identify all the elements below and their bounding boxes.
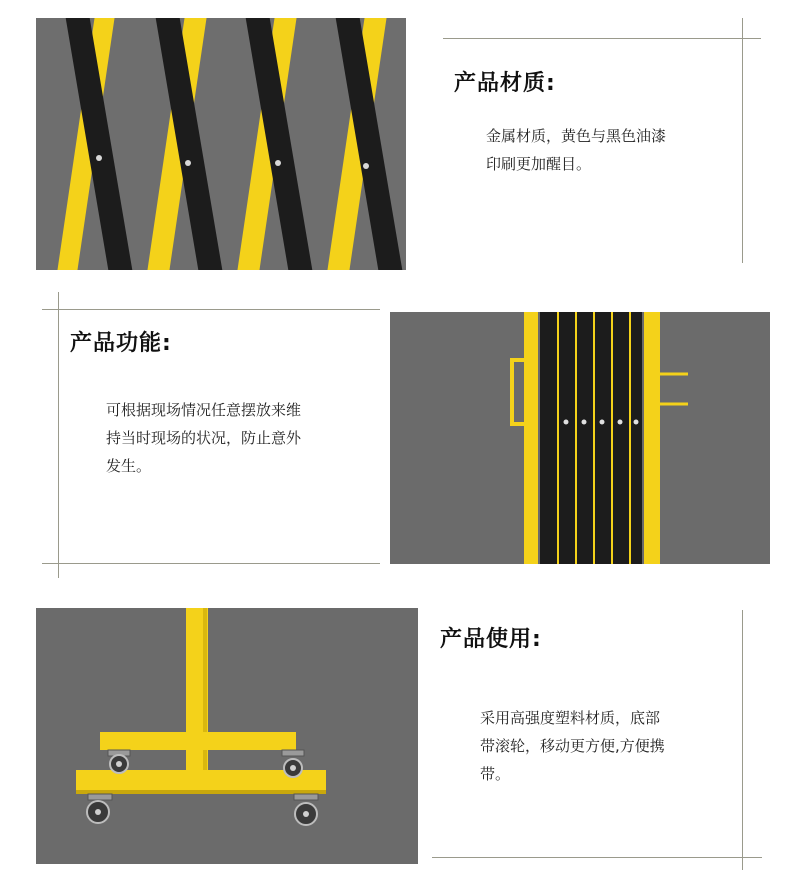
text-line: 金属材质，黄色与黑色油漆 — [486, 127, 667, 145]
section-text-function — [106, 396, 301, 480]
divider-vertical — [742, 610, 743, 870]
barrier-folded-photo — [390, 312, 770, 564]
section-title-function: 产品功能: — [70, 331, 172, 356]
barrier-scissor-photo — [36, 18, 406, 270]
text-line: 可根据现场情况任意摆放来维 — [106, 401, 302, 419]
text-line: 带。 — [480, 765, 511, 783]
barrier-base-wheels-photo — [36, 608, 418, 864]
divider-horizontal — [432, 857, 762, 858]
divider-vertical — [58, 292, 59, 578]
divider-vertical — [742, 18, 743, 263]
section-title-usage: 产品使用: — [440, 627, 542, 652]
text-line: 采用高强度塑料材质，底部 — [480, 709, 661, 727]
text-line: 持当时现场的状况，防止意外 — [106, 429, 302, 447]
section-text-material — [486, 122, 666, 178]
divider-horizontal — [42, 309, 380, 310]
divider-horizontal — [443, 38, 761, 39]
section-text-usage — [480, 704, 665, 788]
section-title-material: 产品材质: — [454, 71, 556, 96]
text-line: 带滚轮，移动更方便,方便携 — [480, 737, 665, 755]
divider-horizontal — [42, 563, 380, 564]
text-line: 印刷更加醒目。 — [486, 155, 592, 173]
text-line: 发生。 — [106, 457, 152, 475]
